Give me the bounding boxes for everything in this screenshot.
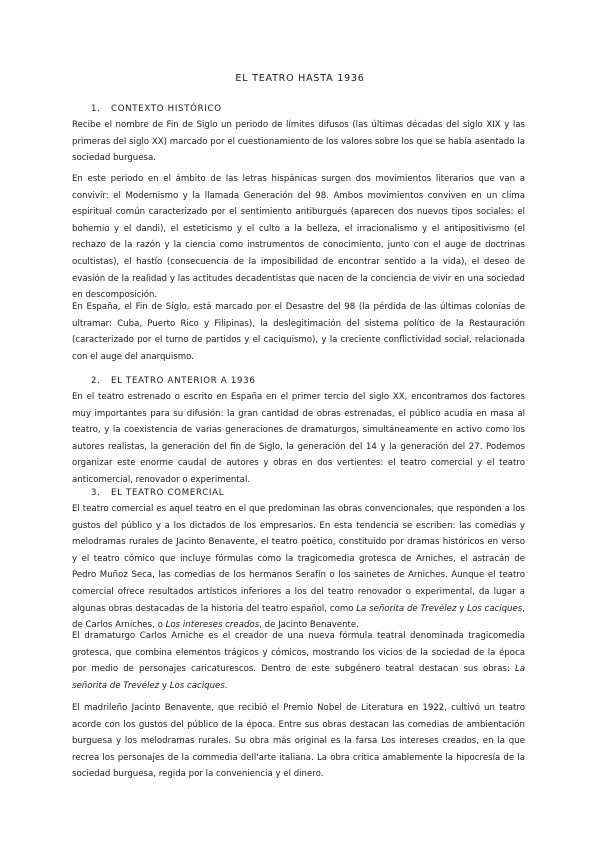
document-title: EL TEATRO HASTA 1936 [235,73,365,84]
section-title: EL TEATRO COMERCIAL [111,488,225,498]
section-title: EL TEATRO ANTERIOR A 1936 [111,376,256,386]
paragraph: El teatro comercial es aquel teatro en el que predominan las obras convencionales, que responden a los gustos del público y a los dictados de los empresarios. En esta tendencia se escriben: las comedias y melodramas rurales de Jacinto Benavente, el teatro poético, constituido por dramas históricos en verso y el teatro cómico que incluye fórmulas como la tragicomedia grotesca de Arniches, el astracán de Pedro Muñoz Seca, las comedias de los hermanos Serafín o los sainetes de Arniches. Aunque el teatro comercial ofrece resultados artísticos inferiores a los del teatro renovador o experimental, da lugar a algunas obras destacadas de la historia del teatro español, como La señorita de Trevélez y Los caciques, de Carlos Arniches, o Los intereses creados, de Jacinto Benavente. [72,504,525,631]
work-title: Los intereses creados [165,620,260,631]
section-heading [91,104,222,114]
work-title: Los caciques [169,680,225,691]
section-number: 1. [91,104,101,114]
paragraph: En España, el Fin de Siglo, está marcado por el Desastre del 98 (la pérdida de las últimas colonias de ultramar: Cuba, Puerto Rico y Filipinas), la deslegitimación del sistema político de la Restauración (caracterizado por el turno de partidos y el caciquismo), y la creciente conflictividad social, relacionada con el auge del anarquismo. [72,302,525,362]
section-number: 2. [91,376,101,386]
work-title: La señorita de Trevélez [356,603,457,614]
paragraph: En este periodo en el ámbito de las letras hispánicas surgen dos movimientos literarios que van a convivir: el Modernismo y la llamada Generación del 98. Ambos movimientos conviven en un clima espiritual común caracterizado por el sentimiento antiburgués (aparecen dos nuevos tipos sociales: el bohemio y el dandi), el esteticismo y el culto a la belleza, el irracionalismo y el antipositivismo (el rechazo de la razón y la ciencia como instrumentos de conocimiento, junto con el auge de doctrinas ocultistas), el hastío (consecuencia de la imposibilidad de encontrar sentido a la vida), el deseo de evasión de la realidad y las actitudes decadentistas que nacen de la conciencia de vivir en una sociedad en descomposición. [72,174,525,301]
section-title: CONTEXTO HISTÓRICO [111,104,222,114]
paragraph: El dramaturgo Carlos Arniche es el creador de una nueva fórmula teatral denominada tragicomedia grotesca, que combina elementos trágicos y cómicos, mostrando los vicios de la sociedad de la época por medio de personajes caricaturescos. Dentro de este subgénero teatral destacan sus obras: La señorita de Trevélez y Los caciques. [72,631,525,691]
paragraph: En el teatro estrenado o escrito en España en el primer tercio del siglo XX, encontramos dos factores muy importantes para su difusión: la gran cantidad de obras estrenadas, el público acudía en masa al teatro, y la coexistencia de varias generaciones de dramaturgos, simultáneamente en activo como los autores realistas, la generación del fin de Siglo, la generación del 14 y la generación del 27. Podemos organizar este enorme caudal de autores y obras en dos vertientes: el teatro comercial y el teatro anticomercial, renovador o experimental. [72,392,525,485]
section-number: 3. [91,488,101,498]
section-heading [91,488,224,498]
paragraph: Recibe el nombre de Fin de Siglo un periodo de límites difusos (las últimas décadas del siglo XIX y las primeras del siglo XX) marcado por el cuestionamiento de los valores sobre los que se había asentado la sociedad burguesa. [72,120,525,164]
work-title: Los caciques [467,603,523,614]
section-heading [91,376,256,386]
work-title: La señorita de Trevélez [72,664,525,691]
paragraph: El madrileño Jacinto Benavente, que recibió el Premio Nobel de Literatura en 1922, cultivó un teatro acorde con los gustos del público de la época. Entre sus obras destacan las comedias de ambientación burguesa y los melodramas rurales. Su obra más original es la farsa Los intereses creados, en la que recrea los personajes de la commedia dell'arte italiana. La obra critica amablemente la hipocresía de la sociedad burguesa, regida por la conveniencia y el dinero. [72,703,525,780]
